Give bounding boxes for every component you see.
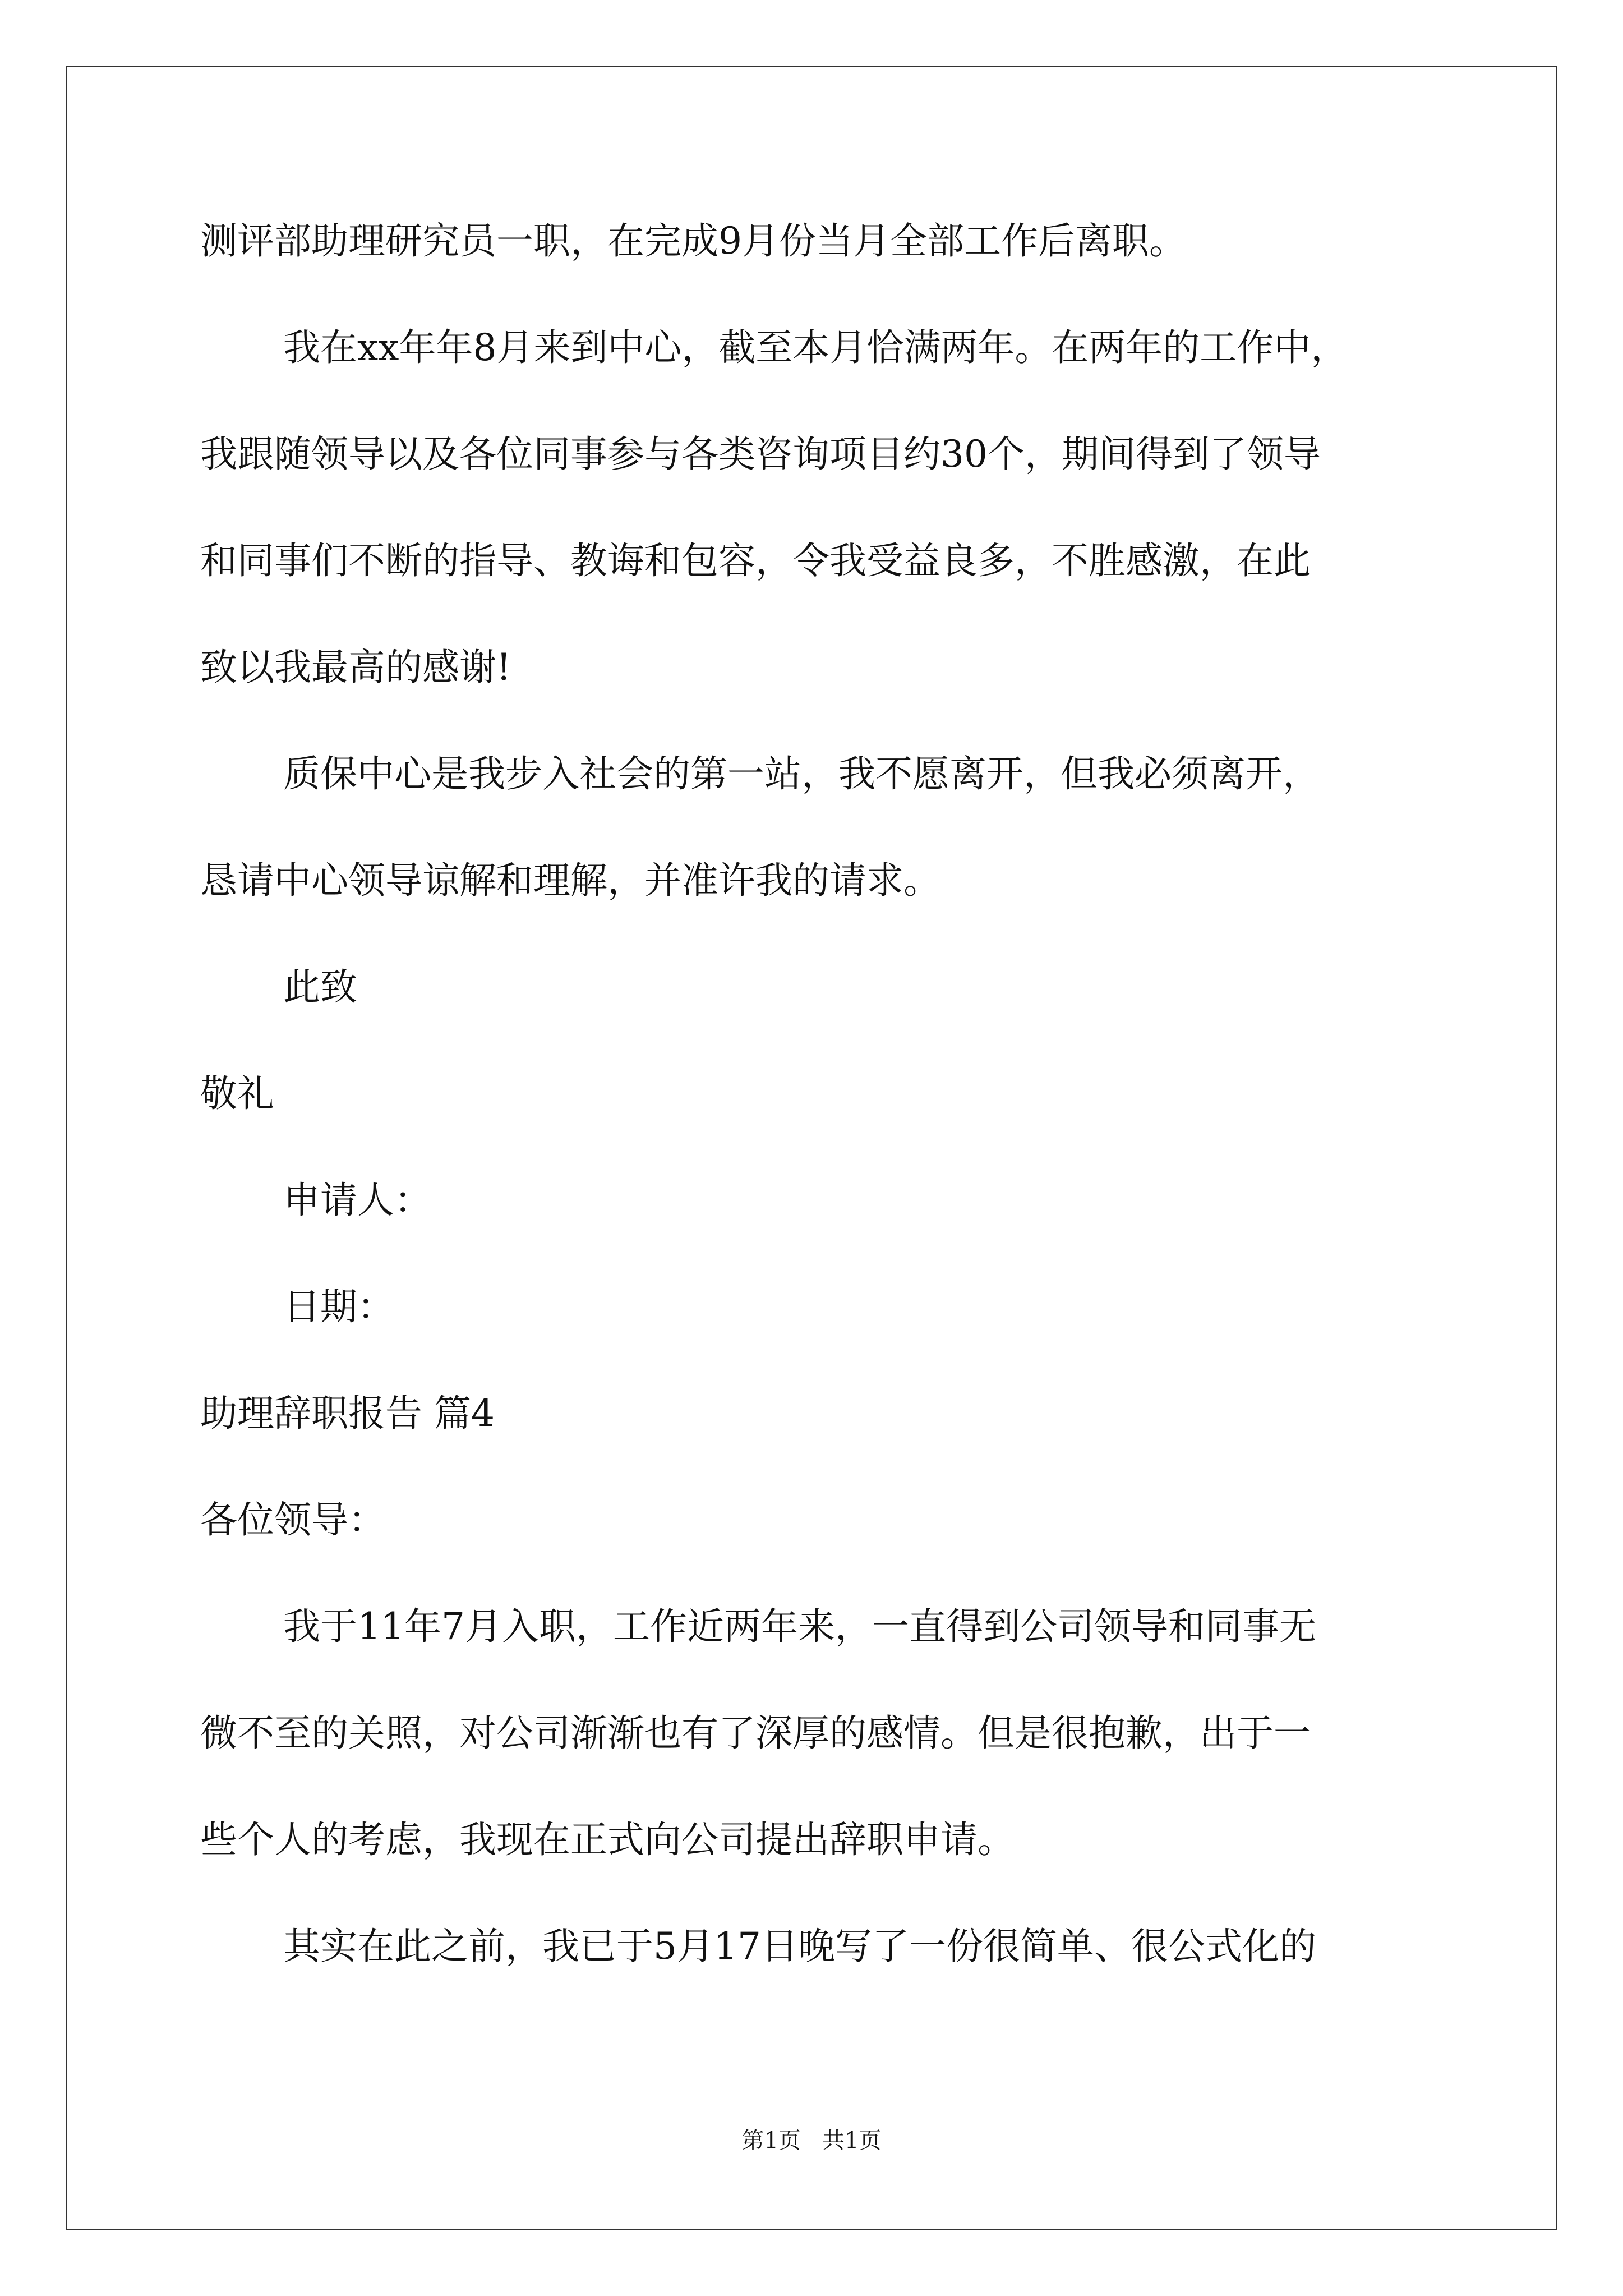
paragraph-line: 我于11年7月入职，工作近两年来，一直得到公司领导和同事无 bbox=[283, 1605, 1316, 1648]
date-label: 日期： bbox=[283, 1285, 394, 1328]
body-line: 恳请中心领导谅解和理解，并准许我的请求。 bbox=[200, 859, 940, 902]
section-heading: 助理辞职报告 篇4 bbox=[200, 1392, 495, 1435]
closing-regards: 敬礼 bbox=[200, 1072, 274, 1115]
body-line: 我跟随领导以及各位同事参与各类咨询项目约30个，期间得到了领导 bbox=[200, 432, 1321, 476]
greeting: 各位领导： bbox=[200, 1498, 385, 1542]
paragraph-line: 我在xx年年8月来到中心，截至本月恰满两年。在两年的工作中， bbox=[283, 326, 1348, 369]
body-line: 和同事们不断的指导、教诲和包容，令我受益良多，不胜感激，在此 bbox=[200, 539, 1311, 582]
closing-salutation: 此致 bbox=[283, 965, 357, 1009]
body-line: 致以我最高的感谢! bbox=[200, 646, 511, 689]
body-line: 些个人的考虑，我现在正式向公司提出辞职申请。 bbox=[200, 1818, 1015, 1861]
page-number-footer: 第1页 共1页 bbox=[741, 2128, 882, 2154]
paragraph-line: 其实在此之前，我已于5月17日晚写了一份很简单、很公式化的 bbox=[283, 1925, 1316, 1968]
body-line: 测评部助理研究员一职，在完成9月份当月全部工作后离职。 bbox=[200, 219, 1186, 263]
applicant-label: 申请人： bbox=[283, 1179, 431, 1222]
paragraph-line: 质保中心是我步入社会的第一站，我不愿离开，但我必须离开， bbox=[283, 752, 1320, 795]
page-border bbox=[66, 66, 1557, 2230]
body-line: 微不至的关照，对公司渐渐也有了深厚的感情。但是很抱歉，出于一 bbox=[200, 1711, 1311, 1755]
